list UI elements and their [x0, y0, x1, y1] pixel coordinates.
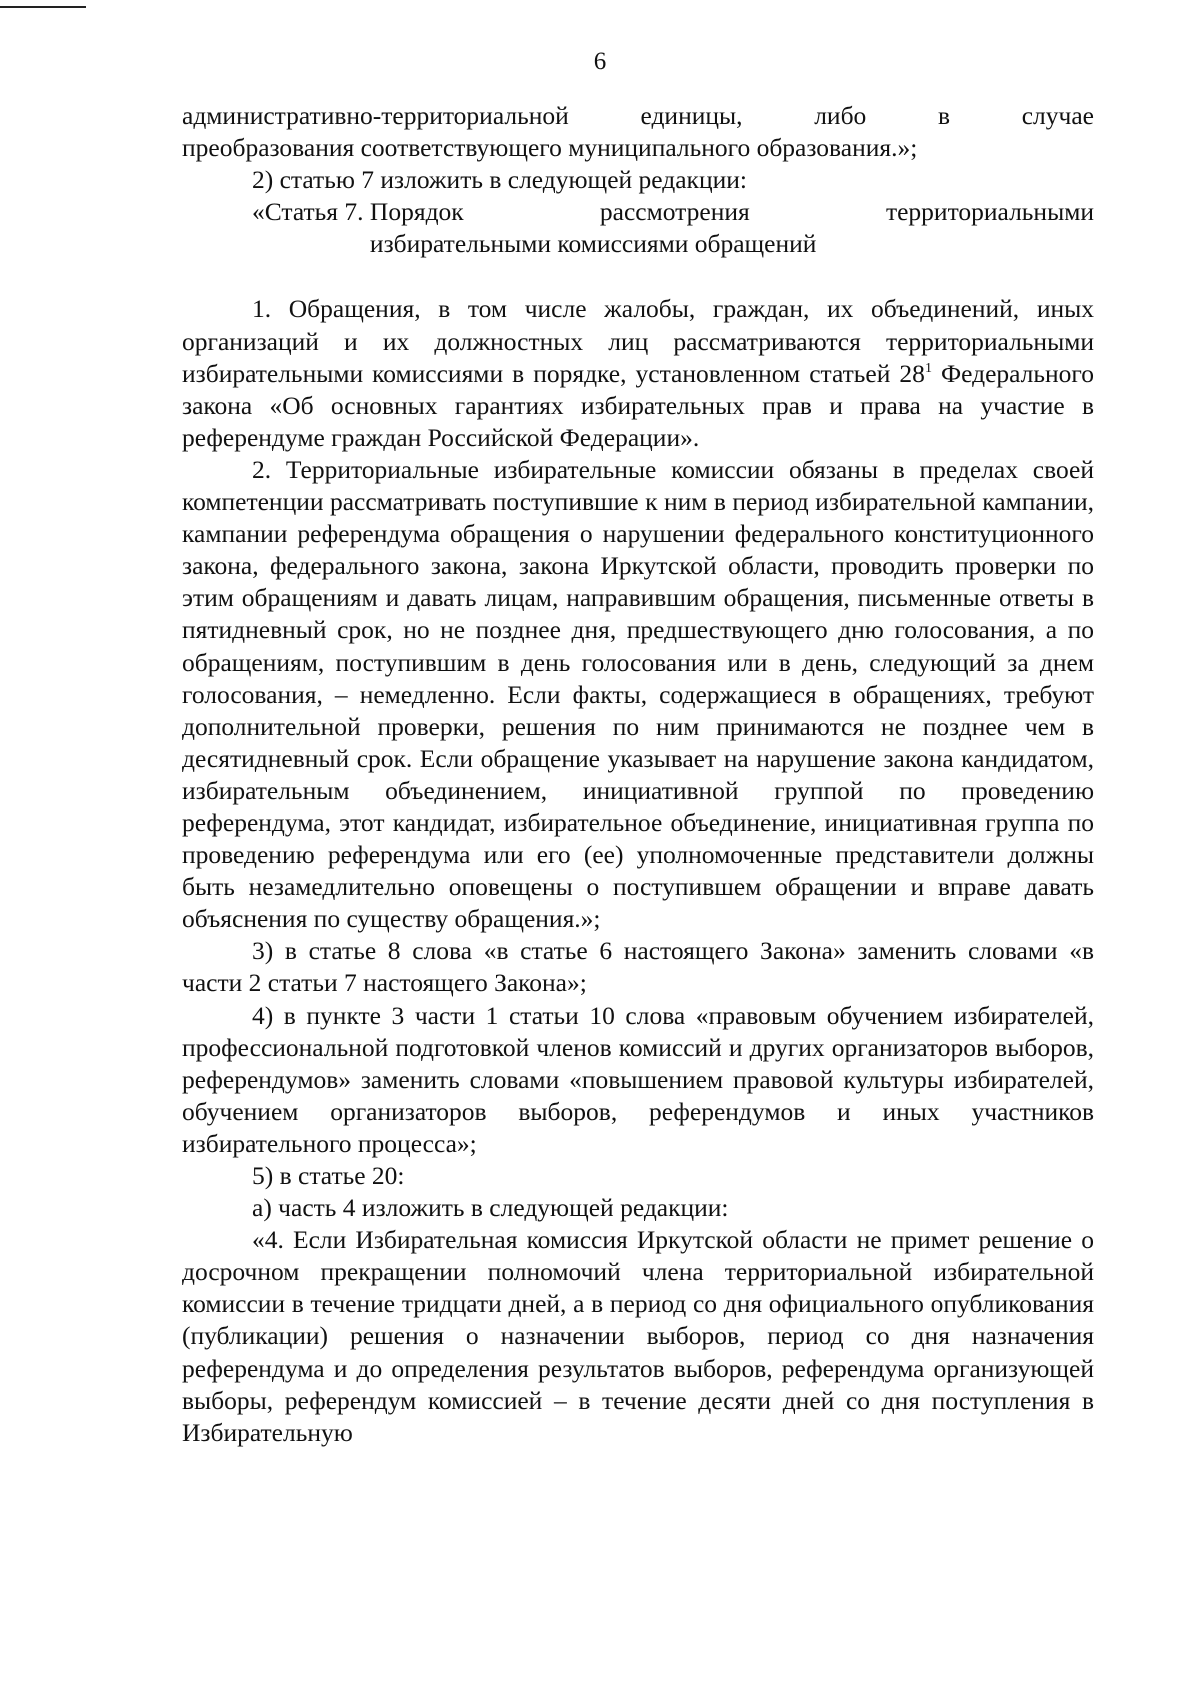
article-title	[370, 196, 1094, 260]
page-corner-line	[0, 6, 86, 8]
article-heading	[252, 196, 1094, 260]
document-body	[182, 100, 1094, 1449]
paragraph-item-3: 3) в статье 8 слова «в статье 6 настоящего Закона» заменить словами «в части 2 статьи 7 настоящего Закона»;	[182, 936, 1094, 998]
article-part-2: 2. Территориальные избирательные комиссии обязаны в пределах своей компетенции рассматривать поступившие к ним в период избирательной кампании, кампании референдума обращения о нарушении федерального конституционного закона, федерального закона, закона Иркутской области, проводить проверки по этим обращениям и давать лицам, направившим обращения, письменные ответы в пятидневный срок, но не позднее дня, предшествующего дню голосования, а по обращениям, поступившим в день голосования или в день, следующий за днем голосования, – немедленно. Если факты, содержащиеся в обращениях, требуют дополнительной проверки, решения по ним принимаются не позднее чем в десятидневный срок. Если обращение указывает на нарушение закона кандидатом, избирательным объединением, инициативной группой по проведению референдума, этот кандидат, избирательное объединение, инициативная группа по проведению референдума или его (ее) уполномоченные представители должны быть незамедлительно оповещены о поступившем обращении и вправе давать объяснения по существу обращения.»;	[182, 454, 1094, 934]
article-title-line-2: избирательными комиссиями обращений	[369, 229, 817, 259]
paragraph-item-5a: а) часть 4 изложить в следующей редакции:	[252, 1193, 729, 1223]
article-title-line-1: Порядок рассмотрения территориальными	[369, 197, 1094, 227]
paragraph-item-5a-text: «4. Если Избирательная комиссия Иркутской области не примет решение о досрочном прекращении полномочий члена территориальной избирательной комиссии в течение тридцати дней, а в период со дня официального опубликования (публикации) решения о назначении выборов, период со дня назначения референдума и до определения результатов выборов, референдума организующей выборы, референдум комиссией – в течение десяти дней со дня поступления в Избирательную	[182, 1225, 1094, 1447]
paragraph-item-2-intro: 2) статью 7 изложить в следующей редакции:	[252, 165, 747, 195]
article-part-1-text-b: Федерального закона «Об основных гарантиях избирательных прав и права на участие в референдуме граждан Российской Федерации».	[182, 358, 1095, 452]
paragraph-item-5: 5) в статье 20:	[252, 1161, 405, 1190]
paragraph-continuation-line-2: преобразования соответствующего муниципального образования.»;	[182, 133, 918, 163]
page-number: 6	[593, 48, 607, 75]
article-part-1	[182, 293, 1094, 453]
paragraph-item-4: 4) в пункте 3 части 1 статьи 10 слова «правовым обучением избирателей, профессиональной подготовкой членов комиссий и других организаторов выборов, референдумов» заменить словами «повышением правовой культуры избирателей, обучением организаторов выборов, референдумов и иных участников избирательного процесса»;	[182, 1000, 1094, 1158]
article-part-1-superscript: 1	[924, 360, 932, 376]
article-part-1-text-a: 1. Обращения, в том числе жалобы, граждан, их объединений, иных организаций и их должностных лиц рассматриваются территориальными избирательными комиссиями в порядке, установленном статьей 28	[182, 294, 1094, 388]
article-number: «Статья 7.	[252, 197, 370, 227]
paragraph-continuation-line-1: административно-территориальной единицы, либо в случае	[182, 101, 1094, 130]
